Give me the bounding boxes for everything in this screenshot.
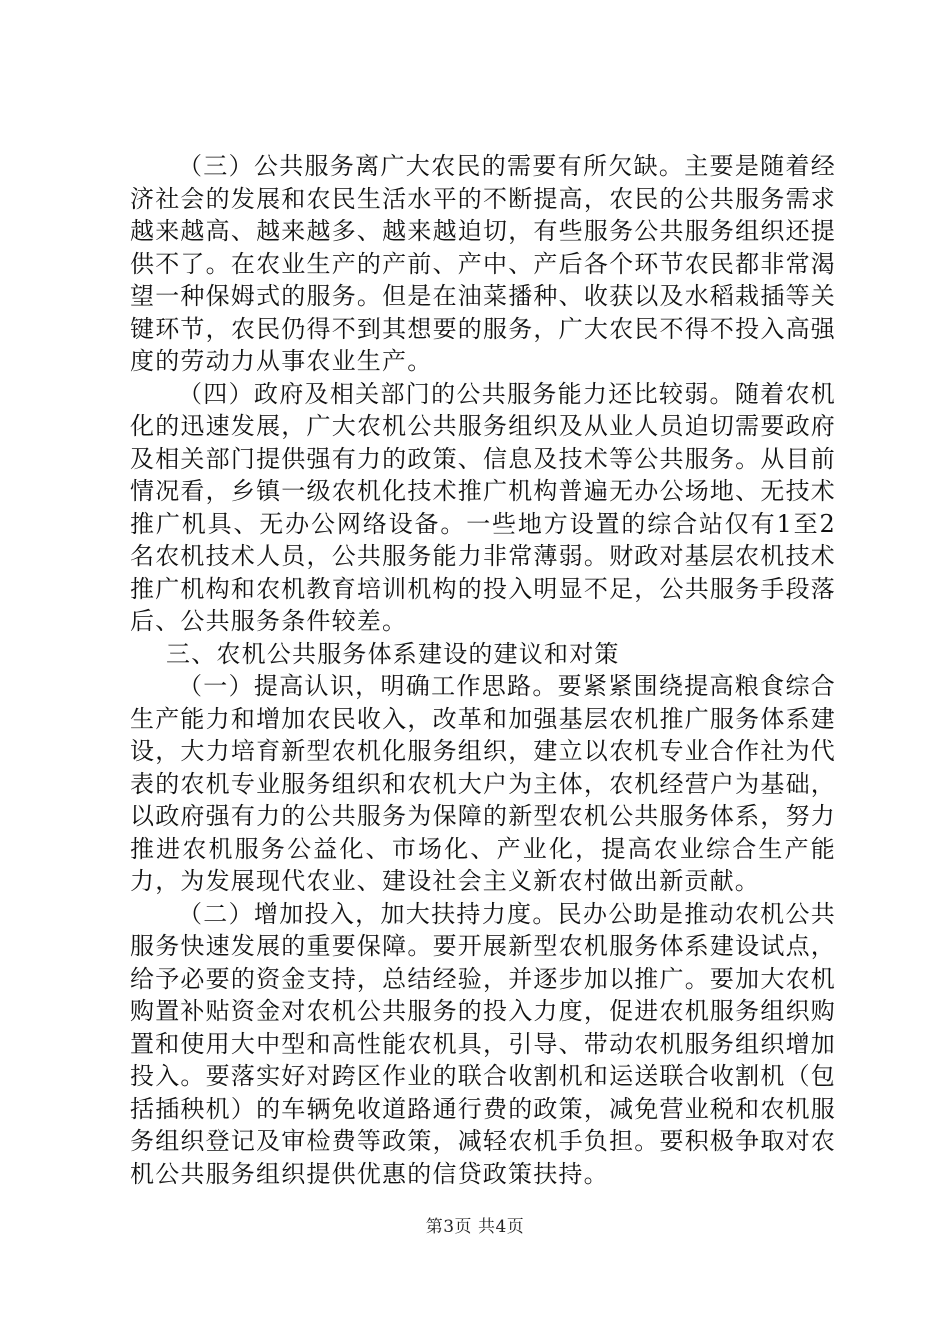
paragraph-increase-investment: （二）增加投入，加大扶持力度。民办公助是推动农机公共服务快速发展的重要保障。要开展新型农机服务体系建设试点，给予必要的资金支持，总结经验，并逐步加以推广。要加大农机购置补贴资金对农机公共服务的投入力度，促进农机服务组织购置和使用大中型和高性能农机具，引导、带动农机服务组织增加投入。要落实好对跨区作业的联合收割机和运送联合收割机（包括插秧机）的车辆免收道路通行费的政策，减免营业税和农机服务组织登记及审检费等政策，减轻农机手负担。要积极争取对农机公共服务组织提供优惠的信贷政策扶持。 xyxy=(130,899,836,1188)
section-heading-suggestions: 三、农机公共服务体系建设的建议和对策 xyxy=(166,639,620,668)
page-number-footer: 第3页 共4页 xyxy=(425,1217,525,1237)
paragraph-raise-awareness: （一）提高认识，明确工作思路。要紧紧围绕提高粮食综合生产能力和增加农民收入，改革和加强基层农机推广服务体系建设，大力培育新型农机化服务组织，建立以农机专业合作社为代表的农机专业服务组织和农机大户为主体，农机经营户为基础，以政府强有力的公共服务为保障的新型农机公共服务体系，努力推进农机服务公益化、市场化、产业化，提高农业综合生产能力，为发展现代农业、建设社会主义新农村做出新贡献。 xyxy=(130,672,836,895)
paragraph-government-capacity: （四）政府及相关部门的公共服务能力还比较弱。随着农机化的迅速发展，广大农机公共服务组织及从业人员迫切需要政府及相关部门提供强有力的政策、信息及技术等公共服务。从目前情况看，乡镇一级农机化技术推广机构普遍无办公场地、无技术推广机具、无办公网络设备。一些地方设置的综合站仅有1至2名农机技术人员，公共服务能力非常薄弱。财政对基层农机技术推广机构和农机教育培训机构的投入明显不足，公共服务手段落后、公共服务条件较差。 xyxy=(130,379,836,635)
document-body xyxy=(130,150,836,1190)
paragraph-public-service-shortage: （三）公共服务离广大农民的需要有所欠缺。主要是随着经济社会的发展和农民生活水平的不断提高，农民的公共服务需求越来越高、越来越多、越来越迫切，有些服务公共服务组织还提供不了。在农业生产的产前、产中、产后各个环节农民都非常渴望一种保姆式的服务。但是在油菜播种、收获以及水稻栽插等关键环节，农民仍得不到其想要的服务，广大农民不得不投入高强度的劳动力从事农业生产。 xyxy=(130,152,836,375)
